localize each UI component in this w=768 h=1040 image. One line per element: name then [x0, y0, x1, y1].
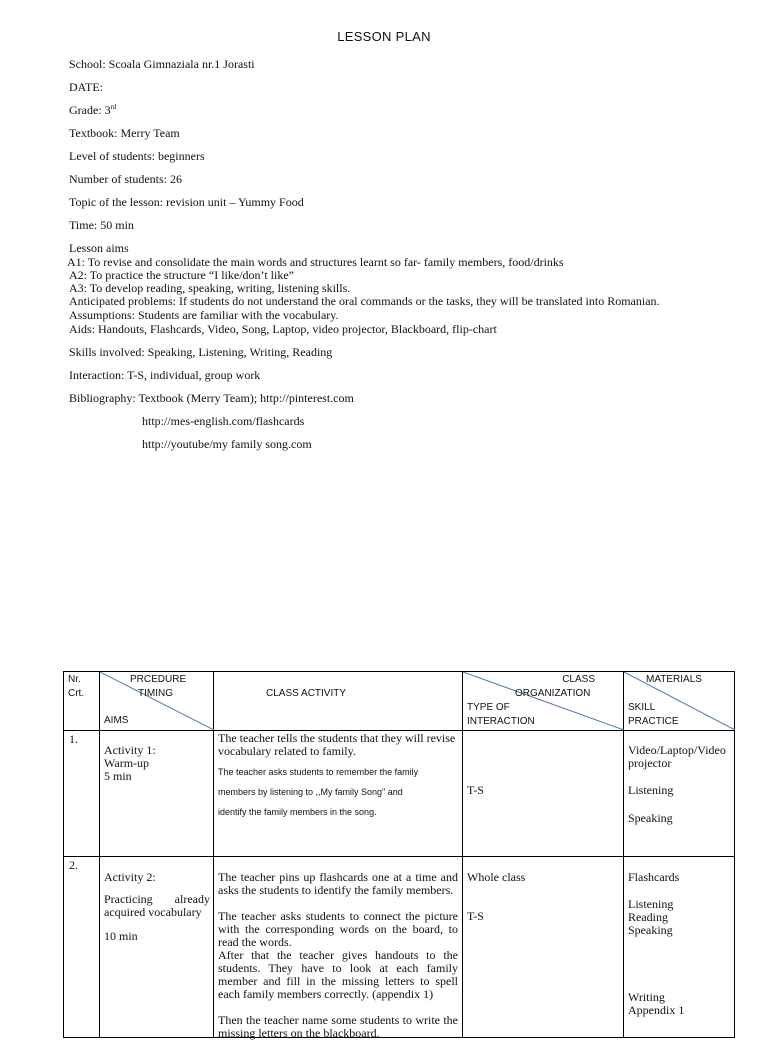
row1-interaction: T-S [467, 783, 484, 797]
school-line: School: Scoala Gimnaziala nr.1 Jorasti [69, 57, 255, 71]
header-activity-cell [214, 672, 463, 731]
topic-line: Topic of the lesson: revision unit – Yummy Food [69, 195, 304, 209]
row1-materials: Video/Laptop/Video projector [628, 743, 726, 770]
anticipated-problems: Anticipated problems: If students do not understand the oral commands or the tasks, they will be translated into Romanian. [69, 294, 660, 308]
row1-nr-cell [64, 731, 100, 857]
grade-line [69, 103, 117, 118]
row2-nr: 2. [69, 858, 78, 872]
row2-skill-speaking: Speaking [628, 923, 673, 937]
level-line: Level of students: beginners [69, 149, 205, 163]
header-class-activity: CLASS ACTIVITY [266, 688, 347, 699]
row2-nr-cell [64, 857, 100, 1038]
row1-text4: identify the family members in the song. [218, 807, 377, 817]
header-procedure-cell [100, 672, 214, 731]
row2-interaction-ts: T-S [467, 909, 484, 923]
row1-text2: The teacher asks students to remember the family [218, 767, 419, 777]
row2-materials-cell [624, 857, 735, 1038]
row1-skill-listening: Listening [628, 783, 674, 797]
row2-text1: The teacher pins up flashcards one at a time and asks the students to identify the family members. [218, 870, 458, 897]
table-header-row [64, 672, 735, 731]
row2-skill-reading: Reading [628, 910, 668, 924]
header-organization-cell [463, 672, 624, 731]
row2-aims-cell [100, 857, 214, 1038]
row2-text2: The teacher asks students to connect the picture with the corresponding words on the board, to read the words. [218, 909, 458, 949]
header-organization: ORGANIZATION [515, 688, 591, 699]
skills-line: Skills involved: Speaking, Listening, Writing, Reading [69, 345, 333, 359]
row2-skill-writing: Writing [628, 990, 665, 1004]
grade-text: Grade: 3 [69, 103, 111, 117]
header-class: CLASS [562, 674, 595, 685]
header-materials-cell [624, 672, 735, 731]
header-procedure: PRCEDURE [130, 674, 187, 685]
header-skill: SKILL [628, 702, 656, 713]
row1-text1: The teacher tells the students that they will revise vocabulary related to family. [218, 731, 456, 758]
page-title: LESSON PLAN [337, 29, 431, 44]
textbook-line: Textbook: Merry Team [69, 126, 180, 140]
row1-activity-cell [214, 731, 463, 857]
row2-interaction-cell [463, 857, 624, 1038]
table-row [64, 857, 735, 1038]
aim-a2: A2: To practice the structure “I like/don’t like” [69, 268, 294, 282]
header-materials: MATERIALS [646, 674, 702, 685]
row1-nr: 1. [69, 732, 78, 746]
header-timing: TIMING [138, 688, 173, 699]
row2-activity-cell [214, 857, 463, 1038]
bibliography-link-song: http://youtube/my family song.com [142, 437, 312, 451]
row1-aims-cell [100, 731, 214, 857]
header-nr: Nr. [68, 674, 81, 685]
header-type-of: TYPE OF [467, 702, 510, 713]
header-crt: Crt. [68, 688, 85, 699]
date-line: DATE: [69, 80, 103, 94]
row2-interaction-whole: Whole class [467, 870, 526, 884]
header-nr-cell [64, 672, 100, 731]
row1-text3: members by listening to ,,My family Song" and [218, 787, 403, 797]
aim-a1: A1: To revise and consolidate the main words and structures learnt so far- family members, food/drinks [67, 255, 564, 269]
row2-activity-desc: Practicing already acquired vocabulary [104, 892, 210, 919]
row2-text4: Then the teacher name some students to write the missing letters on the blackboard. [218, 1013, 458, 1040]
row1-materials-cell [624, 731, 735, 857]
aim-a3: A3: To develop reading, speaking, writing, listening skills. [69, 281, 351, 295]
row1-skill-speaking: Speaking [628, 811, 673, 825]
row1-activity-type: Warm-up [104, 756, 150, 770]
row1-interaction-cell [463, 731, 624, 857]
row1-time: 5 min [104, 769, 132, 783]
header-aims: AIMS [104, 715, 129, 726]
header-practice: PRACTICE [628, 716, 679, 727]
row2-activity-name: Activity 2: [104, 870, 156, 884]
row2-materials: Flashcards [628, 870, 680, 884]
row2-skill-listening: Listening [628, 897, 674, 911]
assumptions: Assumptions: Students are familiar with the vocabulary. [69, 308, 339, 322]
row1-activity-name: Activity 1: [104, 743, 156, 757]
grade-superscript: rd [110, 103, 117, 111]
row2-time: 10 min [104, 929, 138, 943]
aids: Aids: Handouts, Flashcards, Video, Song, Laptop, video projector, Blackboard, flip-chart [69, 322, 497, 336]
aims-heading: Lesson aims [69, 241, 129, 255]
number-line: Number of students: 26 [69, 172, 182, 186]
header-interaction: INTERACTION [467, 716, 535, 727]
table-row [64, 731, 735, 857]
row2-text3: After that the teacher gives handouts to the students. They have to look at each family member and fill in the missing letters to spell each family members correctly. (appendix 1) [218, 948, 458, 1001]
row2-appendix: Appendix 1 [628, 1003, 685, 1017]
bibliography-link-flashcards: http://mes-english.com/flashcards [142, 414, 305, 428]
bibliography-line: Bibliography: Textbook (Merry Team); http://pinterest.com [69, 391, 354, 405]
lesson-plan-table [63, 671, 735, 1038]
interaction-line: Interaction: T-S, individual, group work [69, 368, 261, 382]
time-line: Time: 50 min [69, 218, 134, 232]
